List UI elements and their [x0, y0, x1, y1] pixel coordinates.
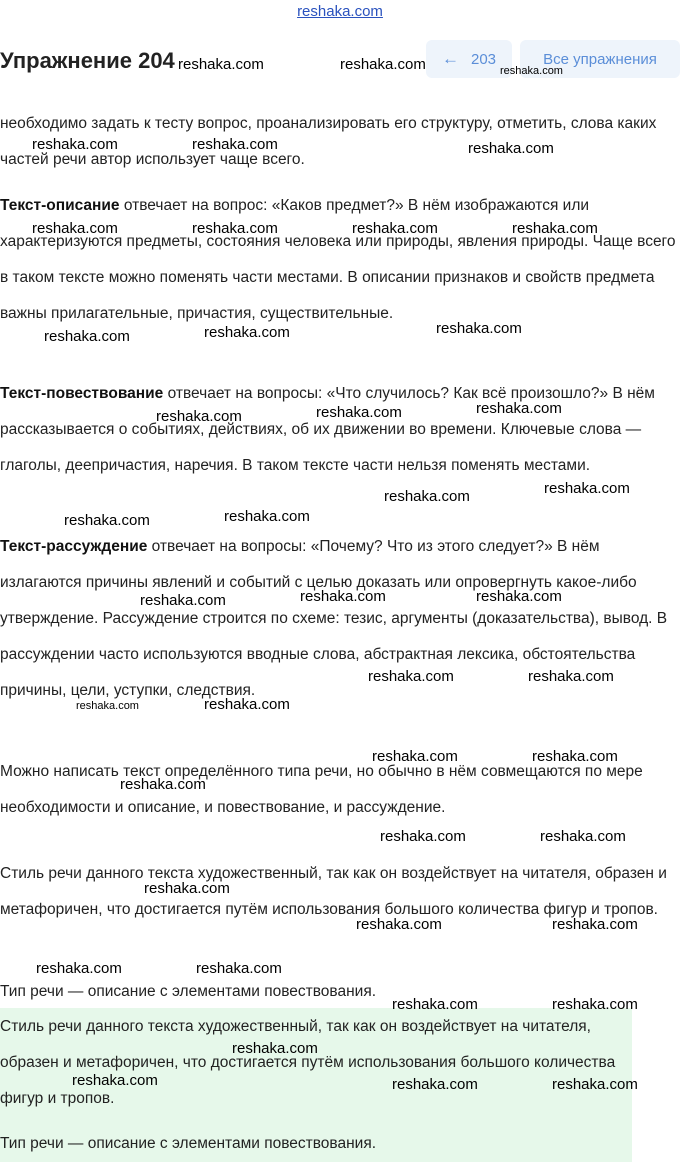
page-title: Упражнение 204: [0, 48, 175, 73]
watermark: reshaka.com: [436, 320, 522, 337]
all-exercises-button[interactable]: [520, 40, 680, 78]
watermark: reshaka.com: [528, 668, 614, 685]
mixed-types-paragraph: Можно написать текст определённого типа речи, но обычно в нём совмещаются по мере необходимости и описание, и повествование, и рассуждение.: [0, 763, 643, 816]
watermark: reshaka.com: [380, 828, 466, 845]
watermark: reshaka.com: [232, 1040, 318, 1057]
watermark: reshaka.com: [120, 776, 206, 793]
answer-block: [0, 1008, 632, 1162]
watermark: reshaka.com: [316, 404, 402, 421]
watermark: reshaka.com: [72, 1072, 158, 1089]
watermark: reshaka.com: [468, 140, 554, 157]
watermark: reshaka.com: [64, 512, 150, 529]
description-text: отвечает на вопрос: «Каков предмет?» В нём изображаются или характеризуются предметы, состояния человека или природы, явления природы. Чаще всего в таком тексте можно поменять части местами. В описании признаков и свойств предмета важны прилагательные, причастия, существительные.: [0, 197, 676, 322]
type-paragraph: Тип речи — описание с элементами повествования.: [0, 983, 377, 1000]
watermark: reshaka.com: [512, 220, 598, 237]
watermark: reshaka.com: [552, 916, 638, 933]
watermark: reshaka.com: [392, 1076, 478, 1093]
watermark: reshaka.com: [36, 960, 122, 977]
watermark: reshaka.com: [352, 220, 438, 237]
watermark: reshaka.com: [44, 328, 130, 345]
narration-text: отвечает на вопросы: «Что случилось? Как всё произошло?» В нём рассказывается о событиях, действиях, об их движении во времени. Ключевые слова — глаголы, деепричастия, наречия. В таком тексте части нельзя поменять местами.: [0, 385, 655, 474]
watermark: reshaka.com: [32, 220, 118, 237]
watermark: reshaka.com: [300, 588, 386, 605]
watermark: reshaka.com: [368, 668, 454, 685]
watermark: reshaka.com: [552, 996, 638, 1013]
all-exercises-label: Все упражнения: [543, 50, 657, 68]
watermark: reshaka.com: [192, 220, 278, 237]
answer-type: Тип речи — описание с элементами повествования.: [0, 1135, 377, 1152]
watermark: reshaka.com: [178, 56, 264, 73]
watermark: reshaka.com: [140, 592, 226, 609]
reasoning-term: Текст-рассуждение: [0, 538, 148, 555]
watermark: reshaka.com: [224, 508, 310, 525]
header: [0, 40, 680, 86]
description-paragraph: [0, 188, 678, 332]
watermark: reshaka.com: [476, 400, 562, 417]
style-paragraph: Стиль речи данного текста художественный, так как он воздействует на читателя, образен и метафоричен, что достигается путём использования большого количества фигур и тропов.: [0, 865, 667, 918]
reasoning-text: отвечает на вопросы: «Почему? Что из этого следует?» В нём излагаются причины явлений и событий с целью доказать или опровергнуть какое-либо утверждение. Рассуждение строится по схеме: тезис, аргументы (доказательства), вывод. В рассуждении часто используются вводные слова, абстрактная лексика, обстоятельства причины, цели, уступки, следствия.: [0, 538, 668, 699]
watermark: reshaka.com: [356, 916, 442, 933]
watermark: reshaka.com: [204, 324, 290, 341]
site-link[interactable]: reshaka.com: [297, 3, 383, 20]
narration-paragraph: [0, 376, 678, 484]
watermark: reshaka.com: [392, 996, 478, 1013]
reasoning-paragraph: [0, 529, 678, 709]
arrow-left-icon: ←: [441, 49, 459, 68]
watermark: reshaka.com: [32, 136, 118, 153]
prev-exercise-label: 203: [470, 50, 497, 68]
description-term: Текст-описание: [0, 197, 120, 214]
watermark: reshaka.com: [500, 65, 563, 77]
watermark: reshaka.com: [372, 748, 458, 765]
narration-term: Текст-повествование: [0, 385, 164, 402]
watermark: reshaka.com: [196, 960, 282, 977]
watermark: reshaka.com: [384, 488, 470, 505]
watermark: reshaka.com: [156, 408, 242, 425]
watermark: reshaka.com: [340, 56, 426, 73]
prev-exercise-button[interactable]: [426, 40, 512, 78]
watermark: reshaka.com: [476, 588, 562, 605]
watermark: reshaka.com: [532, 748, 618, 765]
watermark: reshaka.com: [552, 1076, 638, 1093]
answer-style: Стиль речи данного текста художественный, так как он воздействует на читателя, образен и метафоричен, что достигается путём использования большого количества фигур и тропов.: [0, 1018, 616, 1107]
intro-paragraph: необходимо задать к тесту вопрос, проанализировать его структуру, отметить, слова каких частей речи автор использует чаще всего.: [0, 115, 657, 168]
watermark: reshaka.com: [540, 828, 626, 845]
watermark: reshaka.com: [76, 700, 139, 712]
watermark: reshaka.com: [192, 136, 278, 153]
watermark: reshaka.com: [544, 480, 630, 497]
watermark: reshaka.com: [144, 880, 230, 897]
watermark: reshaka.com: [204, 696, 290, 713]
